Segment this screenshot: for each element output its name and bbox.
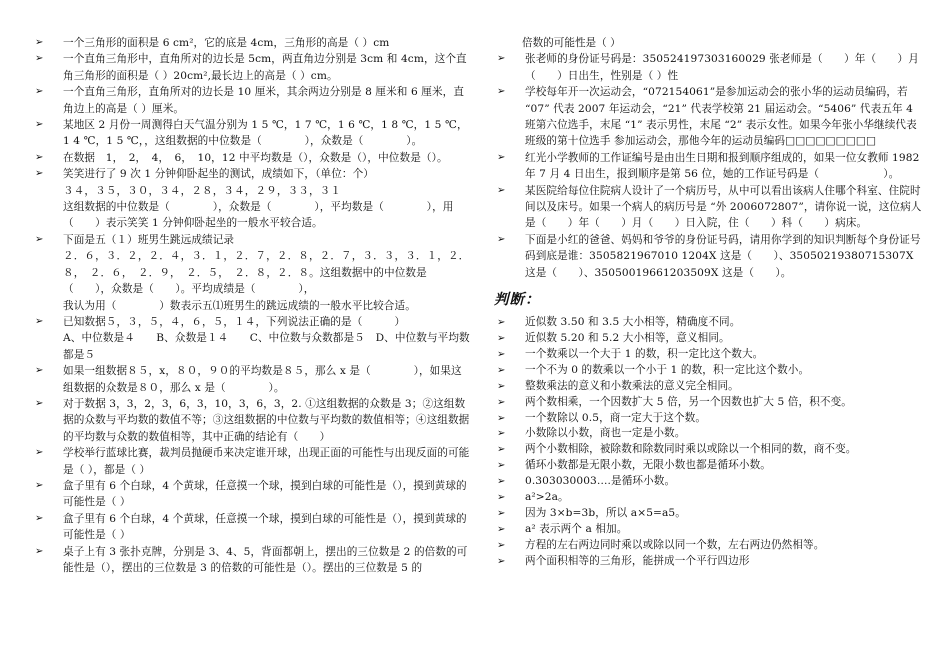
question-item [494, 183, 924, 232]
question-item [494, 51, 924, 84]
question-text: 某医院给每位住院病人设计了一个病历号，从中可以看出该病人住哪个科室、住院时间以及床号。如果一个病人的病历号是 “外 2006072807”，请你说一说，这位病人是（ ）年（ ）月（ ）日入院，住（ ）科（ ）病床。 [525, 184, 922, 230]
question-text: 在数据 1， 2， 4， 6， 10，12 中平均数是（），众数是（），中位数是（）。 [63, 151, 448, 164]
question-item [32, 51, 472, 84]
question-text: 一个数乘以一个大于 1 的数，积一定比这个数大。 [525, 347, 764, 360]
judgement-item [494, 458, 924, 474]
judgement-item [494, 474, 924, 490]
bullet-arrow-icon: ➢ [35, 447, 44, 459]
bullet-arrow-icon: ➢ [35, 365, 44, 377]
continued-question-text: 倍数的可能性是（ ） [522, 37, 621, 49]
question-text: 一个数除以 0.5，商一定大于这个数。 [525, 411, 707, 424]
question-text: 因为 3×b=3b，所以 a×5=a5。 [525, 506, 686, 519]
question-item [32, 166, 472, 232]
question-text: 两个数相乘，一个因数扩大 5 倍，另一个因数也扩大 5 倍，积不变。 [525, 395, 852, 408]
bullet-arrow-icon: ➢ [497, 317, 506, 329]
bullet-arrow-icon: ➢ [497, 444, 506, 456]
bullet-arrow-icon: ➢ [497, 507, 506, 519]
bullet-arrow-icon: ➢ [35, 119, 44, 131]
question-text: 如果一组数据８５，x，８０，９０的平均数是８５，那么 x 是（ ），如果这组数据的众数是８０，那么 x 是（ ）。 [63, 365, 462, 394]
bullet-arrow-icon: ➢ [35, 233, 44, 245]
question-text: 近似数 3.50 和 3.5 大小相等，精确度不同。 [525, 316, 741, 329]
bullet-arrow-icon: ➢ [497, 428, 506, 440]
question-text: 下面是五（１）班男生跳远成绩记录 ２．６，３．２，２．４，３．１，２．７，２．８，２．７，３．３，３．１，２．８， ２．６， ２．９， ２．５， ２．８，２．８。这组数据中的中位数是（ ），众数是（ ）。平均成绩是（ ）， 我认为用（ ）数表示五⑴班男生的跳远成绩的一般水平比较合适。 [63, 233, 470, 312]
question-item [32, 478, 472, 511]
question-text: 一个直角三角形中，直角所对的边长是 5cm，两直角边分别是 3cm 和 4cm，这个直角三角形的面积是（ ）20cm²,最长边上的高是（ ）cm。 [63, 53, 467, 82]
judgement-item [494, 522, 924, 538]
question-text: 两个小数相除，被除数和除数同时乘以或除以一个相同的数，商不变。 [525, 443, 857, 456]
judgement-item [494, 379, 924, 395]
bullet-arrow-icon: ➢ [35, 151, 44, 163]
question-text: 红光小学教师的工作证编号是由出生日期和报到顺序组成的，如果一位女教师 1982 年 7 月 4 日出生，报到顺序是第 56 位，她的工作证号码是（ ）。 [525, 151, 920, 181]
left-column [32, 35, 472, 576]
judgement-item [494, 347, 924, 363]
bullet-arrow-icon: ➢ [35, 168, 44, 180]
question-text: 张老师的身份证号码是：350524197303160029 张老师是（ ）年（ ）月（ ）日出生，性别是（ ）性 [525, 53, 919, 82]
question-text: 某地区 2 月份一周测得白天气温分别为 1 5 ℃，1 7 ℃，1 6 ℃，1 8 ℃，1 5 ℃，1 4 ℃，1 5 ℃，，这组数据的中位数是（ ），众数是（ ）。 [63, 119, 468, 148]
question-text: 对于数据 3，3，2，3，6，3，10，3，6，3，2. ①这组数据的众数是 3；②这组数据的众数与平均数的数值不等；③这组数据的中位数与平均数的数值相等；④这组数据的平均数与众数的数值相等，其中正确的结论有（ ） [63, 397, 470, 443]
bullet-arrow-icon: ➢ [497, 523, 506, 535]
question-item [32, 150, 472, 166]
question-text: 笑笑进行了 9 次 1 分钟仰卧起坐的测试，成绩如下，（单位：个） ３４，３５，３０，３４，２８，３４，２９，３３，３１ 这组数据的中位数是（ ），众数是（ ），平均数是（ ），用（ ）表示笑笑 1 分钟仰卧起坐的一般水平较合适。 [63, 168, 454, 230]
section-heading-judgement: 判断： [494, 292, 541, 309]
question-text: 一个直角三角形，直角所对的边长是 10 厘米，其余两边分别是 8 厘米和 6 厘米，直角边上的高是（ ）厘米。 [63, 86, 465, 115]
bullet-arrow-icon: ➢ [35, 37, 44, 48]
question-text: 盒子里有 6 个白球，4 个黄球，任意摸一个球，摸到白球的可能性是（），摸到黄球的可能性是（ ） [63, 479, 467, 509]
question-text: a² 表示两个 a 相加。 [525, 522, 628, 535]
bullet-arrow-icon: ➢ [497, 151, 506, 163]
question-text: a²>2a。 [525, 491, 569, 504]
bullet-arrow-icon: ➢ [35, 86, 44, 98]
bullet-arrow-icon: ➢ [497, 396, 506, 408]
question-item [494, 150, 924, 183]
bullet-arrow-icon: ➢ [497, 380, 506, 392]
bullet-arrow-icon: ➢ [35, 397, 44, 409]
bullet-arrow-icon: ➢ [497, 348, 506, 360]
bullet-arrow-icon: ➢ [497, 86, 506, 98]
question-item [32, 35, 472, 51]
bullet-arrow-icon: ➢ [35, 315, 44, 327]
bullet-arrow-icon: ➢ [497, 539, 506, 551]
question-item [32, 396, 472, 445]
bullet-arrow-icon: ➢ [35, 53, 44, 65]
judgement-item [494, 506, 924, 522]
bullet-arrow-icon: ➢ [497, 555, 506, 567]
right-column [494, 35, 924, 570]
question-text: 小数除以小数，商也一定是小数。 [525, 427, 686, 440]
judgement-item [494, 554, 924, 570]
question-item [494, 84, 924, 150]
bullet-arrow-icon: ➢ [497, 53, 506, 65]
judgement-item [494, 395, 924, 411]
question-text: 循环小数都是无限小数，无限小数也都是循环小数。 [525, 459, 771, 472]
bullet-arrow-icon: ➢ [497, 184, 506, 196]
question-text: 整数乘法的意义和小数乘法的意义完全相同。 [525, 379, 739, 392]
question-text: 已知数据５，３，５，４，６，５，１４，下列说法正确的是（ ） A、中位数是４ B、众数是１４ C、中位数与众数都是５ D、中位数与平均数都是５ [63, 315, 470, 361]
question-text: 学校举行蓝球比赛，裁判员抛硬币来决定谁开球，出现正面的可能性与出现反面的可能是（ ），都是（ ） [63, 447, 470, 476]
judgement-item [494, 490, 924, 506]
judgement-item [494, 538, 924, 554]
judgement-item [494, 315, 924, 331]
question-text: 盒子里有 6 个白球，4 个黄球，任意摸一个球，摸到白球的可能性是（），摸到黄球的可能性是（ ） [63, 512, 467, 542]
bullet-arrow-icon: ➢ [497, 476, 506, 488]
question-text: 一个不为 0 的数乘以一个小于 1 的数，积一定比这个数小。 [525, 363, 810, 376]
judgement-item [494, 363, 924, 379]
question-item [494, 232, 924, 281]
bullet-arrow-icon: ➢ [497, 333, 506, 344]
bullet-arrow-icon: ➢ [497, 233, 506, 245]
question-item [32, 363, 472, 396]
question-item [32, 117, 472, 150]
question-text: 桌子上有 3 张扑克牌，分别是 3、4、5，背面都朝上，摆出的三位数是 2 的倍数的可能性是（），摆出的三位数是 3 的倍数的可能性是（）。摆出的三位数是 5 的 [63, 545, 468, 574]
bullet-arrow-icon: ➢ [35, 479, 44, 491]
question-item [32, 232, 472, 314]
judgement-item [494, 411, 924, 427]
question-item [32, 314, 472, 363]
question-text: 下面是小红的爸爸、妈妈和爷爷的身份证号码，请用你学到的知识判断每个身份证号码到底是谁：3505821967010 1204X 这是（ ）、35050219380715307X 这是（ ）、35050019661203509X 这是（ ）。 [525, 233, 921, 279]
question-item [32, 84, 472, 117]
bullet-arrow-icon: ➢ [497, 364, 506, 376]
judgement-item [494, 442, 924, 458]
bullet-arrow-icon: ➢ [35, 545, 44, 557]
judgement-item [494, 331, 924, 347]
question-text: 0.303030003….是循环小数。 [525, 475, 676, 488]
question-text: 方程的左右两边同时乘以或除以同一个数，左右两边仍然相等。 [525, 538, 825, 551]
question-item [32, 511, 472, 544]
bullet-arrow-icon: ➢ [497, 492, 506, 504]
question-text: 一个三角形的面积是 6 cm²，它的底是 4cm，三角形的高是（ ）cm [63, 37, 390, 49]
bullet-arrow-icon: ➢ [497, 412, 506, 424]
question-item [32, 544, 472, 577]
question-text: 两个面积相等的三角形，能拼成一个平行四边形 [525, 554, 750, 567]
question-text: 学校每年开一次运动会，“072154061”是参加运动会的张小华的运动员编码，若 “07” 代表 2007 年运动会，“21” 代表学校第 21 届运动会。“5406” 代表五年 4 班第六位选手，末尾 “1” 表示男性，末尾 “2” 表示女性。如果今年张小华继续代表班级的第十位选手 参加运动会，那他今年的运动员编码□□□□□□□□□ [525, 86, 917, 148]
question-item [32, 445, 472, 478]
judgement-item [494, 426, 924, 442]
bullet-arrow-icon: ➢ [35, 512, 44, 524]
bullet-arrow-icon: ➢ [497, 460, 506, 472]
question-text: 近似数 5.20 和 5.2 大小相等，意义相同。 [525, 332, 730, 344]
